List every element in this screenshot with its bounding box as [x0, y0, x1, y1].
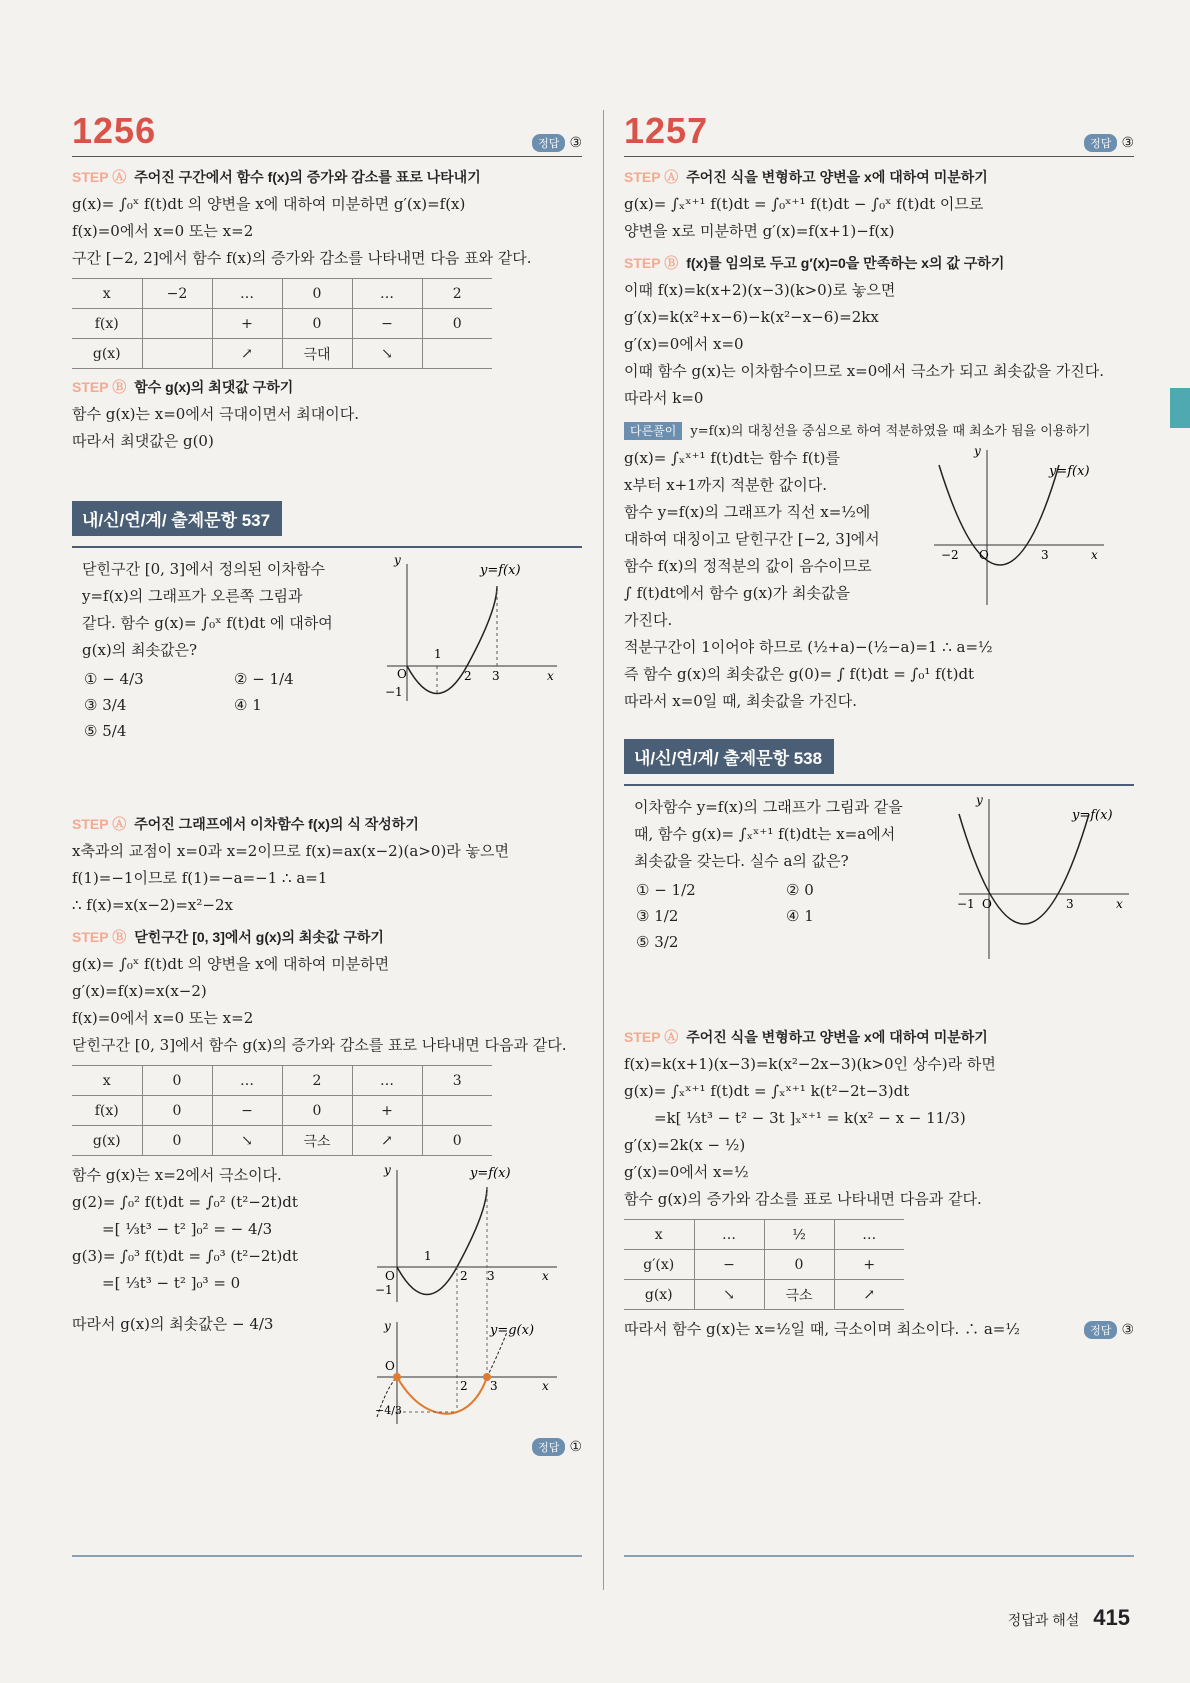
- text-line: f(x)=0에서 x=0 또는 x=2: [72, 1009, 254, 1027]
- text-line: =[ ⅓t³ − t² ]₀³ = 0: [102, 1274, 241, 1292]
- choice[interactable]: ③ 1/2: [636, 907, 679, 925]
- text-line: 가진다.: [624, 611, 673, 629]
- choice[interactable]: ① − 1/2: [636, 881, 696, 899]
- alt-solution: [624, 445, 1134, 715]
- text-line: g(x)= ∫ₓˣ⁺¹ f(t)dt는 함수 f(t)를: [624, 449, 841, 467]
- text-line: g′(x)=0에서 x=0: [624, 335, 744, 353]
- text-line: 이때 f(x)=k(x+2)(x−3)(k>0)로 놓으면: [624, 281, 896, 299]
- text-line: g(x)= ∫₀ˣ f(t)dt 의 양변을 x에 대하여 미분하면 g′(x)=f(x): [72, 195, 466, 213]
- choice[interactable]: ⑤ 3/2: [636, 933, 679, 951]
- step-heading: STEP Ⓑ 닫힌구간 [0, 3]에서 g(x)의 최솟값 구하기: [72, 929, 384, 945]
- choice[interactable]: ① − 4/3: [84, 670, 144, 688]
- variation-table: x −2 … 0 … 2 f(x) + 0 − 0 g(x) ↗ 극대 ↘: [72, 278, 492, 369]
- question-line: 같다. 함수 g(x)= ∫₀ˣ f(t)dt 에 대하여: [82, 614, 333, 632]
- text-line: 닫힌구간 [0, 3]에서 함수 g(x)의 증가와 감소를 표로 나타내면 다음과 같다.: [72, 1036, 567, 1054]
- problem-number: 1256: [72, 110, 157, 151]
- answer-value: ③: [1121, 1321, 1134, 1338]
- side-tab: [1170, 388, 1190, 428]
- problem-header-1256: [72, 110, 582, 157]
- problem-header-1257: [624, 110, 1134, 157]
- text-line: 따라서 최댓값은 g(0): [72, 432, 214, 450]
- answer-badge: 정답: [1084, 1321, 1117, 1339]
- svg-text:y: y: [384, 1319, 391, 1333]
- choice[interactable]: ② 0: [786, 881, 814, 899]
- text-line: g(x)= ∫ₓˣ⁺¹ f(t)dt = ∫₀ˣ⁺¹ f(t)dt − ∫₀ˣ f(t)dt 이므로: [624, 195, 984, 213]
- question-line: 최솟값을 갖는다. 실수 a의 값은?: [634, 852, 849, 870]
- svg-text:x: x: [1116, 897, 1123, 911]
- section-rule: [72, 1555, 582, 1557]
- svg-text:y: y: [976, 794, 983, 807]
- fg-graphs: [372, 1162, 562, 1427]
- choice[interactable]: ② − 1/4: [234, 670, 294, 688]
- text-line: g′(x)=0에서 x=½: [624, 1163, 749, 1181]
- text-line: ∴ f(x)=x(x−2)=x²−2x: [72, 896, 233, 914]
- answer-value: ①: [569, 1439, 582, 1455]
- text-line: 함수 f(x)의 정적분의 값이 음수이므로: [624, 557, 872, 575]
- text-line: 대하여 대칭이고 닫힌구간 [−2, 3]에서: [624, 530, 880, 548]
- question-line: 때, 함수 g(x)= ∫ₓˣ⁺¹ f(t)dt는 x=a에서: [634, 825, 896, 843]
- svg-text:x: x: [547, 669, 554, 683]
- svg-text:y: y: [974, 445, 981, 458]
- solution-block: [72, 1162, 582, 1432]
- linked-problem-header: 내/신/연/계/ 출제문항 537: [72, 455, 582, 548]
- svg-text:y=f(x): y=f(x): [1049, 464, 1090, 479]
- svg-text:3: 3: [1066, 897, 1074, 911]
- text-line: 따라서 함수 g(x)는 x=½일 때, 극소이며 최소이다. ∴ a=½: [624, 1320, 1020, 1338]
- footer-label: 정답과 해설: [1007, 1612, 1080, 1628]
- svg-text:1: 1: [434, 647, 442, 661]
- step-heading: STEP Ⓐ 주어진 식을 변형하고 양변을 x에 대하여 미분하기: [624, 1029, 988, 1045]
- question-line: 이차함수 y=f(x)의 그래프가 그림과 같을: [634, 798, 903, 816]
- svg-text:−2: −2: [941, 548, 959, 562]
- text-line: 구간 [−2, 2]에서 함수 f(x)의 증가와 감소를 나타내면 다음 표와 같다.: [72, 249, 532, 267]
- text-line: 따라서 x=0일 때, 최솟값을 가진다.: [624, 692, 858, 710]
- svg-text:O: O: [979, 548, 989, 562]
- text-line: 함수 y=f(x)의 그래프가 직선 x=½에: [624, 503, 871, 521]
- answer-badge: 정답: [532, 1438, 565, 1456]
- svg-text:x: x: [542, 1269, 549, 1283]
- svg-text:3: 3: [1041, 548, 1049, 562]
- svg-text:O: O: [385, 1359, 395, 1373]
- svg-text:y=f(x): y=f(x): [1072, 808, 1113, 823]
- problem-538: [624, 794, 1134, 1019]
- variation-table: x 0 … 2 … 3 f(x) 0 − 0 + g(x) 0 ↘ 극소 ↗ 0: [72, 1065, 492, 1156]
- step-heading: STEP Ⓑ f(x)를 임의로 두고 g′(x)=0을 만족하는 x의 값 구하기: [624, 255, 1005, 271]
- text-line: 함수 g(x)는 x=2에서 극소이다.: [72, 1166, 282, 1184]
- text-line: 따라서 g(x)의 최솟값은 − 4/3: [72, 1315, 274, 1333]
- svg-text:O: O: [385, 1269, 395, 1283]
- text-line: f(x)=k(x+1)(x−3)=k(x²−2x−3)(k>0인 상수)라 하면: [624, 1055, 996, 1073]
- problem-number: 1257: [624, 110, 709, 151]
- text-line: 이때 함수 g(x)는 이차함수이므로 x=0에서 극소가 되고 최솟값을 가진다.: [624, 362, 1104, 380]
- right-column: [624, 110, 1134, 1343]
- text-line: 양변을 x로 미분하면 g′(x)=f(x+1)−f(x): [624, 222, 895, 240]
- svg-text:−4/3: −4/3: [375, 1404, 402, 1417]
- variation-table: x … ½ … g′(x) − 0 + g(x) ↘ 극소 ↗: [624, 1219, 904, 1310]
- alt-solution-heading: 다른풀이 y=f(x)의 대칭선을 중심으로 하여 적분하였을 때 최소가 됨을 이용하기: [624, 418, 1134, 445]
- text-line: g′(x)=2k(x − ½): [624, 1136, 746, 1154]
- svg-text:y=f(x): y=f(x): [470, 1166, 511, 1181]
- text-line: f(x)=0에서 x=0 또는 x=2: [72, 222, 254, 240]
- step-heading: STEP Ⓐ 주어진 식을 변형하고 양변을 x에 대하여 미분하기: [624, 169, 988, 185]
- text-line: g(3)= ∫₀³ f(t)dt = ∫₀³ (t²−2t)dt: [72, 1247, 298, 1265]
- answer-badge: 정답: [532, 134, 565, 152]
- svg-text:y: y: [394, 556, 401, 567]
- final-answer-line: [624, 1316, 1134, 1343]
- text-line: x축과의 교점이 x=0과 x=2이므로 f(x)=ax(x−2)(a>0)라 놓으면: [72, 842, 510, 860]
- question-line: g(x)의 최솟값은?: [82, 641, 198, 659]
- answer-value: ③: [569, 135, 582, 151]
- svg-text:x: x: [1091, 548, 1098, 562]
- text-line: ∫ f(t)dt에서 함수 g(x)가 최솟값을: [624, 584, 850, 602]
- text-line: g(2)= ∫₀² f(t)dt = ∫₀² (t²−2t)dt: [72, 1193, 298, 1211]
- svg-text:3: 3: [492, 669, 500, 683]
- linked-problem-header: 내/신/연/계/ 출제문항 538: [624, 739, 1134, 786]
- parabola-graph: [929, 445, 1109, 610]
- parabola-graph: [382, 556, 562, 706]
- text-line: 함수 g(x)의 증가와 감소를 표로 나타내면 다음과 같다.: [624, 1190, 982, 1208]
- question-line: 닫힌구간 [0, 3]에서 정의된 이차함수: [82, 560, 326, 578]
- text-line: =k[ ⅓t³ − t² − 3t ]ₓˣ⁺¹ = k(x² − x − 11/3): [654, 1109, 966, 1127]
- svg-text:−1: −1: [957, 897, 975, 911]
- left-column: [72, 110, 582, 1456]
- choice[interactable]: ④ 1: [234, 696, 262, 714]
- svg-text:O: O: [397, 667, 407, 681]
- step-heading: STEP Ⓑ 함수 g(x)의 최댓값 구하기: [72, 379, 294, 395]
- text-line: g′(x)=k(x²+x−6)−k(x²−x−6)=2kx: [624, 308, 879, 326]
- choice[interactable]: ③ 3/4: [84, 696, 127, 714]
- svg-text:−1: −1: [385, 685, 403, 699]
- text-line: g(x)= ∫₀ˣ f(t)dt 의 양변을 x에 대하여 미분하면: [72, 955, 390, 973]
- text-line: 적분구간이 1이어야 하므로 (½+a)−(½−a)=1 ∴ a=½: [624, 638, 993, 656]
- column-divider: [603, 110, 604, 1590]
- svg-text:3: 3: [490, 1379, 498, 1393]
- svg-text:3: 3: [487, 1269, 495, 1283]
- svg-text:y=f(x): y=f(x): [480, 563, 521, 578]
- svg-text:y=g(x): y=g(x): [490, 1323, 535, 1338]
- page-footer: [1008, 1605, 1130, 1631]
- text-line: x부터 x+1까지 적분한 값이다.: [624, 476, 828, 494]
- svg-text:2: 2: [460, 1379, 468, 1393]
- text-line: g′(x)=f(x)=x(x−2): [72, 982, 207, 1000]
- problem-537: [72, 556, 582, 806]
- choice[interactable]: ⑤ 5/4: [84, 722, 127, 740]
- svg-text:2: 2: [464, 669, 472, 683]
- svg-text:−1: −1: [375, 1283, 393, 1297]
- text-line: g(x)= ∫ₓˣ⁺¹ f(t)dt = ∫ₓˣ⁺¹ k(t²−2t−3)dt: [624, 1082, 910, 1100]
- parabola-graph: [954, 794, 1134, 964]
- question-line: y=f(x)의 그래프가 오른쪽 그림과: [82, 587, 303, 605]
- text-line: 즉 함수 g(x)의 최솟값은 g(0)= ∫ f(t)dt = ∫₀¹ f(t)dt: [624, 665, 975, 683]
- text-line: 함수 g(x)는 x=0에서 극대이면서 최대이다.: [72, 405, 360, 423]
- text-line: 따라서 k=0: [624, 389, 704, 407]
- svg-text:2: 2: [460, 1269, 468, 1283]
- svg-text:x: x: [542, 1379, 549, 1393]
- answer-value: ③: [1121, 135, 1134, 151]
- text-line: f(1)=−1이므로 f(1)=−a=−1 ∴ a=1: [72, 869, 328, 887]
- step-heading: STEP Ⓐ 주어진 그래프에서 이차함수 f(x)의 식 작성하기: [72, 816, 419, 832]
- svg-text:O: O: [982, 897, 992, 911]
- svg-text:y: y: [384, 1163, 391, 1177]
- section-rule: [624, 1555, 1134, 1557]
- choice[interactable]: ④ 1: [786, 907, 814, 925]
- text-line: =[ ⅓t³ − t² ]₀² = − 4/3: [102, 1220, 273, 1238]
- svg-text:1: 1: [424, 1249, 432, 1263]
- answer-badge: 정답: [1084, 134, 1117, 152]
- page-number: 415: [1093, 1605, 1130, 1630]
- step-heading: STEP Ⓐ 주어진 구간에서 함수 f(x)의 증가와 감소를 표로 나타내기: [72, 169, 481, 185]
